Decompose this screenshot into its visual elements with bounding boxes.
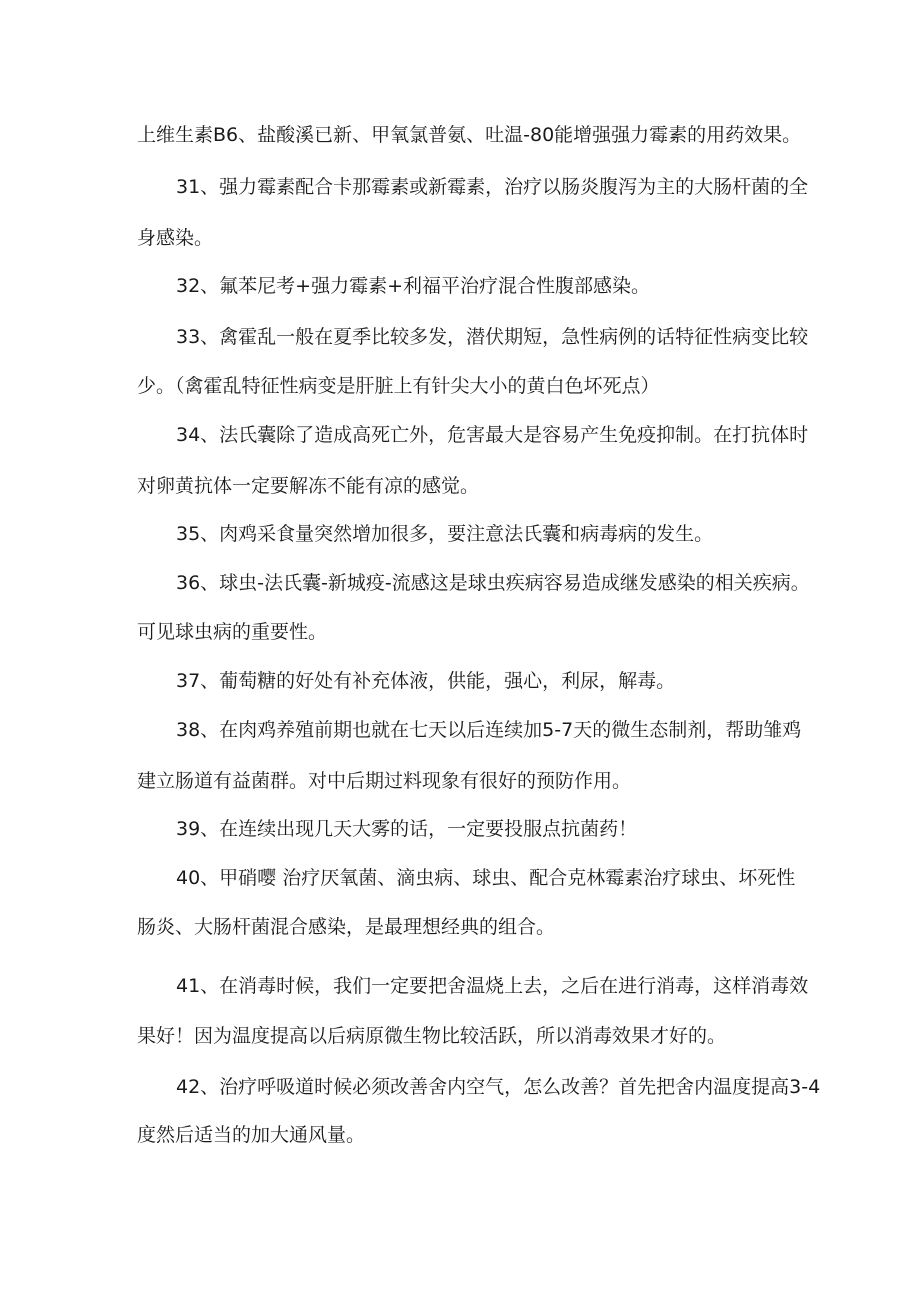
paragraph-31-line-2: 身感染。 [137,227,214,249]
paragraph-38-line-2: 建立肠道有益菌群。对中后期过料现象有很好的预防作用。 [137,770,632,792]
paragraph-31-line-1: 31、强力霉素配合卡那霉素或新霉素，治疗以肠炎腹泻为主的大肠杆菌的全 [176,176,809,198]
paragraph-36-line-1: 36、球虫-法氏囊-新城疫-流感这是球虫疾病容易造成继发感染的相关疾病。 [176,572,810,594]
paragraph-42-line-1: 42、治疗呼吸道时候必须改善舍内空气，怎么改善？首先把舍内温度提高3-4 [176,1076,821,1098]
paragraph-42-line-2: 度然后适当的加大通风量。 [137,1124,366,1146]
paragraph-39-line-1: 39、在连续出现几天大雾的话，一定要投服点抗菌药！ [176,818,638,840]
paragraph-30-line-1: 上维生素B6、盐酸溪已新、甲氧氯普氨、吐温-80能增强强力霉素的用药效果。 [137,124,802,146]
paragraph-41-line-2: 果好！因为温度提高以后病原微生物比较活跃，所以消毒效果才好的。 [137,1025,727,1047]
paragraph-38-line-1: 38、在肉鸡养殖前期也就在七天以后连续加5-7天的微生态制剂，帮助雏鸡 [176,719,802,741]
paragraph-35-line-1: 35、肉鸡采食量突然增加很多，要注意法氏囊和病毒病的发生。 [176,523,714,545]
paragraph-36-line-2: 可见球虫病的重要性。 [137,621,328,643]
paragraph-33-line-1: 33、禽霍乱一般在夏季比较多发，潜伏期短，急性病例的话特征性病变比较 [176,326,809,348]
paragraph-40-line-1: 40、甲硝嘤 治疗厌氧菌、滴虫病、球虫、配合克林霉素治疗球虫、坏死性 [176,867,796,889]
paragraph-40-line-2: 肠炎、大肠杆菌混合感染，是最理想经典的组合。 [137,916,556,938]
paragraph-33-line-2: 少。（禽霍乱特征性病变是肝脏上有针尖大小的黄白色坏死点） [137,375,660,397]
paragraph-34-line-2: 对卵黄抗体一定要解冻不能有凉的感觉。 [137,475,480,497]
paragraph-41-line-1: 41、在消毒时候，我们一定要把舍温烧上去，之后在进行消毒，这样消毒效 [176,975,809,997]
paragraph-32-line-1: 32、氟苯尼考+强力霉素+利福平治疗混合性腹部感染。 [176,275,651,297]
paragraph-37-line-1: 37、葡萄糖的好处有补充体液，供能，强心，利尿，解毒。 [176,670,676,692]
paragraph-34-line-1: 34、法氏囊除了造成高死亡外，危害最大是容易产生免疫抑制。在打抗体时 [176,424,809,446]
